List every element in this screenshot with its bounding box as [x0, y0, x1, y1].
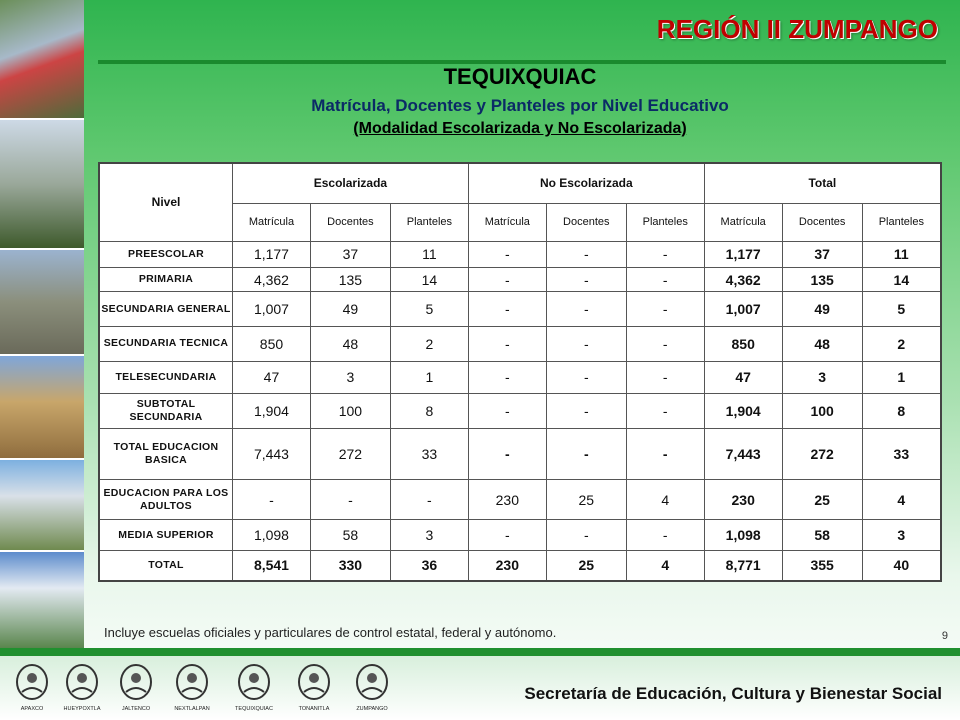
- value-cell: 37: [310, 241, 390, 267]
- value-cell: 1,098: [704, 520, 782, 551]
- value-cell: 135: [310, 267, 390, 291]
- value-cell: -: [546, 520, 626, 551]
- nivel-cell: SECUNDARIA TECNICA: [99, 326, 233, 361]
- value-cell: 2: [862, 326, 941, 361]
- region-title: REGIÓN II ZUMPANGO: [656, 14, 938, 44]
- table-row: [99, 479, 941, 520]
- nivel-header: Nivel: [99, 163, 233, 241]
- value-cell: 33: [862, 428, 941, 479]
- value-cell: 58: [782, 520, 862, 551]
- value-cell: 8: [862, 394, 941, 429]
- table-subtitle: Matrícula, Docentes y Planteles por Nivel Educativo: [311, 96, 729, 115]
- municipio-logo-icon: [12, 662, 52, 702]
- value-cell: 3: [390, 520, 468, 551]
- table-row: [99, 428, 941, 479]
- value-cell: 1: [862, 361, 941, 394]
- nivel-cell: TOTAL: [99, 550, 233, 581]
- photo-strip: [0, 0, 84, 655]
- municipio-logo-icon: [62, 662, 102, 702]
- value-cell: 14: [862, 267, 941, 291]
- table-row: [99, 550, 941, 581]
- value-cell: -: [626, 428, 704, 479]
- value-cell: 4: [626, 550, 704, 581]
- table-row: [99, 241, 941, 267]
- value-cell: 11: [390, 241, 468, 267]
- value-cell: 230: [468, 550, 546, 581]
- value-cell: 33: [390, 428, 468, 479]
- education-stats-table: [98, 162, 942, 582]
- group-header-no-escolarizada: No Escolarizada: [468, 163, 704, 203]
- group-header-escolarizada: Escolarizada: [233, 163, 469, 203]
- municipio-logo-label: TEQUIXQUIAC: [235, 706, 273, 712]
- value-cell: -: [626, 361, 704, 394]
- value-cell: -: [468, 267, 546, 291]
- nivel-cell: SECUNDARIA GENERAL: [99, 292, 233, 327]
- subheader-docentes: Docentes: [782, 203, 862, 241]
- value-cell: -: [468, 428, 546, 479]
- photo-kiosk: [0, 552, 84, 657]
- value-cell: -: [626, 241, 704, 267]
- subheader-matricula: Matrícula: [233, 203, 311, 241]
- photo-park: [0, 460, 84, 552]
- value-cell: 135: [782, 267, 862, 291]
- value-cell: 3: [862, 520, 941, 551]
- value-cell: -: [468, 241, 546, 267]
- value-cell: -: [310, 479, 390, 520]
- value-cell: 36: [390, 550, 468, 581]
- municipio-logo-label: ZUMPANGO: [356, 706, 388, 712]
- value-cell: -: [468, 361, 546, 394]
- municipio-logo-label: HUEYPOXTLA: [63, 706, 101, 712]
- value-cell: 100: [310, 394, 390, 429]
- value-cell: 100: [782, 394, 862, 429]
- value-cell: 7,443: [704, 428, 782, 479]
- municipio-logo-icon: [172, 662, 212, 702]
- subheader-planteles: Planteles: [390, 203, 468, 241]
- value-cell: 2: [390, 326, 468, 361]
- value-cell: -: [233, 479, 311, 520]
- value-cell: 40: [862, 550, 941, 581]
- value-cell: 4,362: [704, 267, 782, 291]
- value-cell: 1,177: [233, 241, 311, 267]
- value-cell: 58: [310, 520, 390, 551]
- table-row: [99, 326, 941, 361]
- value-cell: 8: [390, 394, 468, 429]
- value-cell: 47: [704, 361, 782, 394]
- photo-church: [0, 120, 84, 250]
- value-cell: -: [468, 292, 546, 327]
- value-cell: -: [546, 428, 626, 479]
- value-cell: -: [626, 267, 704, 291]
- value-cell: 272: [310, 428, 390, 479]
- value-cell: -: [546, 292, 626, 327]
- value-cell: 272: [782, 428, 862, 479]
- value-cell: -: [468, 520, 546, 551]
- table-row: [99, 520, 941, 551]
- value-cell: 49: [782, 292, 862, 327]
- nivel-cell: SUBTOTAL SECUNDARIA: [99, 394, 233, 429]
- municipio-logo-icon: [352, 662, 392, 702]
- subheader-planteles: Planteles: [626, 203, 704, 241]
- value-cell: 1,007: [233, 292, 311, 327]
- table-row: [99, 267, 941, 291]
- value-cell: -: [626, 394, 704, 429]
- municipio-logo-label: APAXCO: [20, 706, 44, 712]
- value-cell: 25: [782, 479, 862, 520]
- subheader-matricula: Matrícula: [468, 203, 546, 241]
- value-cell: 47: [233, 361, 311, 394]
- value-cell: 230: [468, 479, 546, 520]
- value-cell: -: [546, 241, 626, 267]
- group-header-total: Total: [704, 163, 941, 203]
- value-cell: 1: [390, 361, 468, 394]
- value-cell: 4: [862, 479, 941, 520]
- municipio-logo-icon: [116, 662, 156, 702]
- value-cell: 37: [782, 241, 862, 267]
- nivel-cell: TOTAL EDUCACION BASICA: [99, 428, 233, 479]
- value-cell: 330: [310, 550, 390, 581]
- nivel-cell: PRIMARIA: [99, 267, 233, 291]
- value-cell: 850: [233, 326, 311, 361]
- subheader-matricula: Matrícula: [704, 203, 782, 241]
- page-number: 9: [941, 630, 948, 642]
- nivel-cell: PREESCOLAR: [99, 241, 233, 267]
- value-cell: -: [546, 326, 626, 361]
- photo-cathedral: [0, 356, 84, 460]
- value-cell: 8,771: [704, 550, 782, 581]
- value-cell: -: [626, 520, 704, 551]
- photo-landscape: [0, 250, 84, 356]
- value-cell: 3: [310, 361, 390, 394]
- municipio-logo-label: TONANITLA: [298, 706, 330, 712]
- value-cell: 8,541: [233, 550, 311, 581]
- municipio-title: TEQUIXQUIAC: [443, 64, 597, 89]
- footnote: Incluye escuelas oficiales y particulares de control estatal, federal y autónomo.: [104, 625, 557, 640]
- value-cell: 25: [546, 550, 626, 581]
- subheader-docentes: Docentes: [310, 203, 390, 241]
- value-cell: 1,177: [704, 241, 782, 267]
- table-row: [99, 394, 941, 429]
- value-cell: -: [546, 394, 626, 429]
- value-cell: 48: [782, 326, 862, 361]
- photo-plaza: [0, 0, 84, 120]
- value-cell: 5: [862, 292, 941, 327]
- value-cell: -: [626, 292, 704, 327]
- value-cell: 230: [704, 479, 782, 520]
- value-cell: 1,904: [233, 394, 311, 429]
- nivel-cell: EDUCACION PARA LOS ADULTOS: [99, 479, 233, 520]
- municipio-logo-label: NEXTLALPAN: [174, 706, 210, 712]
- value-cell: 11: [862, 241, 941, 267]
- municipio-logo-icon: [234, 662, 274, 702]
- value-cell: 850: [704, 326, 782, 361]
- subheader-planteles: Planteles: [862, 203, 941, 241]
- value-cell: -: [546, 361, 626, 394]
- subheader-docentes: Docentes: [546, 203, 626, 241]
- value-cell: 5: [390, 292, 468, 327]
- value-cell: -: [468, 394, 546, 429]
- value-cell: 3: [782, 361, 862, 394]
- value-cell: 48: [310, 326, 390, 361]
- table-row: [99, 292, 941, 327]
- value-cell: -: [390, 479, 468, 520]
- value-cell: 355: [782, 550, 862, 581]
- value-cell: -: [626, 326, 704, 361]
- value-cell: 4,362: [233, 267, 311, 291]
- table-subtitle-modalidad: (Modalidad Escolarizada y No Escolarizada): [353, 120, 687, 137]
- secretaria-title: Secretaría de Educación, Cultura y Bienestar Social: [524, 684, 942, 703]
- value-cell: 1,098: [233, 520, 311, 551]
- value-cell: -: [468, 326, 546, 361]
- value-cell: 1,007: [704, 292, 782, 327]
- value-cell: 14: [390, 267, 468, 291]
- value-cell: 1,904: [704, 394, 782, 429]
- value-cell: 4: [626, 479, 704, 520]
- table-row: [99, 361, 941, 394]
- nivel-cell: TELESECUNDARIA: [99, 361, 233, 394]
- municipio-logo-icon: [294, 662, 334, 702]
- value-cell: 49: [310, 292, 390, 327]
- value-cell: 7,443: [233, 428, 311, 479]
- footer-divider: [0, 648, 960, 656]
- municipio-logo-label: JALTENCO: [121, 706, 151, 712]
- value-cell: -: [546, 267, 626, 291]
- value-cell: 25: [546, 479, 626, 520]
- nivel-cell: MEDIA SUPERIOR: [99, 520, 233, 551]
